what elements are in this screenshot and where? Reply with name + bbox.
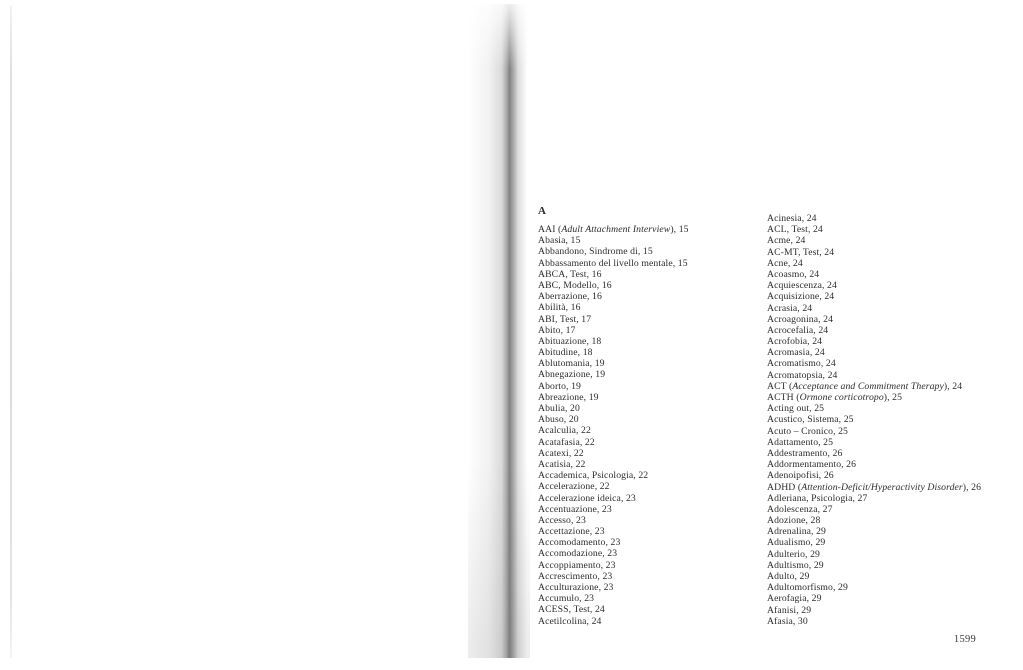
- index-entry: Adattamento, 25: [767, 436, 834, 448]
- index-entry: Addestramento, 26: [767, 447, 843, 459]
- index-entry: Accettazione, 23: [538, 526, 605, 538]
- index-entry: Accomodazione, 23: [538, 548, 618, 560]
- section-letter-heading: A: [538, 205, 547, 217]
- index-entry: Afanisi, 29: [767, 604, 812, 616]
- index-entry: Acalculia, 22: [538, 425, 591, 437]
- index-entry: Accelerazione ideica, 23: [538, 492, 636, 504]
- index-entry: Acustico, Sistema, 25: [767, 414, 854, 426]
- index-entry: Adenoipofisi, 26: [767, 470, 834, 482]
- index-entry: Accrescimento, 23: [538, 570, 613, 582]
- index-entry: Accoppiamento, 23: [538, 559, 616, 571]
- index-entry: Aberrazione, 16: [538, 291, 602, 303]
- index-entry: Abnegazione, 19: [538, 369, 606, 381]
- index-entry: Acatisia, 22: [538, 458, 586, 470]
- index-entry: Acrasia, 24: [767, 302, 813, 314]
- index-entry: ADHD (Attention-Deficit/Hyperactivity Disorder), 26: [767, 481, 982, 493]
- index-entry: Abuso, 20: [538, 414, 579, 426]
- index-entry: Acetilcolina, 24: [538, 615, 602, 627]
- index-entry: Accumulo, 23: [538, 593, 595, 605]
- index-entry: Acromatopsia, 24: [767, 369, 838, 381]
- index-entry: Accesso, 23: [538, 514, 586, 526]
- index-entry: Acoasmo, 24: [767, 268, 820, 280]
- index-entry: Acromasia, 24: [767, 347, 825, 359]
- page-number: 1599: [953, 634, 977, 645]
- index-entry: Acatafasia, 22: [538, 436, 595, 448]
- index-entry: Abito, 17: [538, 324, 576, 336]
- index-entry: ACT (Acceptance and Commitment Therapy), 24: [767, 380, 963, 392]
- index-entry: ACTH (Ormone corticotropo), 25: [767, 392, 903, 403]
- index-column-2: [767, 213, 1023, 627]
- index-entry: Acrocefalia, 24: [767, 324, 829, 336]
- index-entry: Abbassamento del livello mentale, 15: [538, 257, 688, 269]
- index-entry: Afasia, 30: [767, 615, 808, 627]
- index-entry: AAI (Adult Attachment Interview), 15: [538, 224, 689, 235]
- index-entry: Addormentamento, 26: [767, 459, 857, 471]
- index-entry: Acne, 24: [767, 257, 803, 269]
- index-entry: AC-MT, Test, 24: [767, 246, 835, 258]
- index-entry: ACESS, Test, 24: [538, 604, 605, 616]
- index-entry: Acculturazione, 23: [538, 582, 614, 593]
- index-entry: Adultismo, 29: [767, 559, 824, 571]
- index-entry: Aborto, 19: [538, 380, 581, 392]
- index-entry: Acatexi, 22: [538, 447, 584, 459]
- index-entry: Abasia, 15: [538, 235, 581, 247]
- index-entry: Acme, 24: [767, 235, 806, 247]
- index-entry: Acquisizione, 24: [767, 291, 835, 303]
- index-entry: Acting out, 25: [767, 403, 825, 415]
- index-entry: ABC, Modello, 16: [538, 279, 612, 291]
- index-entry: Abitudine, 18: [538, 347, 593, 359]
- index-entry: Acinesia, 24: [767, 213, 817, 224]
- index-entry: Acromatismo, 24: [767, 358, 836, 370]
- index-entry: Accomodamento, 23: [538, 537, 621, 549]
- index-entry: Aerofagia, 29: [767, 593, 822, 605]
- index-column-1: [538, 224, 768, 627]
- index-entry: Adleriana, Psicologia, 27: [767, 492, 868, 504]
- index-entry: Adozione, 28: [767, 515, 821, 527]
- index-entry: Ablutomania, 19: [538, 358, 605, 370]
- index-entry: Adultomorfismo, 29: [767, 582, 848, 594]
- index-entry: Abilità, 16: [538, 302, 581, 314]
- book-spine-gutter: [468, 4, 530, 658]
- index-entry: ABCA, Test, 16: [538, 268, 602, 280]
- left-page-edge-line: [10, 6, 12, 658]
- index-entry: Adulterio, 29: [767, 548, 820, 560]
- index-entry: Abreazione, 19: [538, 391, 599, 403]
- index-entry: Adulto, 29: [767, 571, 810, 582]
- index-entry: Adolescenza, 27: [767, 503, 833, 515]
- index-entry: Accademica, Psicologia, 22: [538, 470, 649, 482]
- index-entry: Acuto – Cronico, 25: [767, 425, 849, 437]
- index-entry: Acroagonina, 24: [767, 313, 834, 325]
- index-entry: Adualismo, 29: [767, 537, 826, 549]
- index-entry: Accentuazione, 23: [538, 503, 612, 515]
- index-entry: Accelerazione, 22: [538, 481, 610, 493]
- index-entry: ABI, Test, 17: [538, 313, 592, 325]
- index-entry: Acrofobia, 24: [767, 336, 823, 348]
- index-entry: Abulia, 20: [538, 403, 580, 414]
- index-entry: Adrenalina, 29: [767, 526, 826, 538]
- index-entry: ACL, Test, 24: [767, 224, 823, 236]
- index-entry: Abituazione, 18: [538, 335, 602, 347]
- index-entry: Abbandono, Sindrome di, 15: [538, 246, 653, 258]
- index-entry: Acquiescenza, 24: [767, 280, 837, 292]
